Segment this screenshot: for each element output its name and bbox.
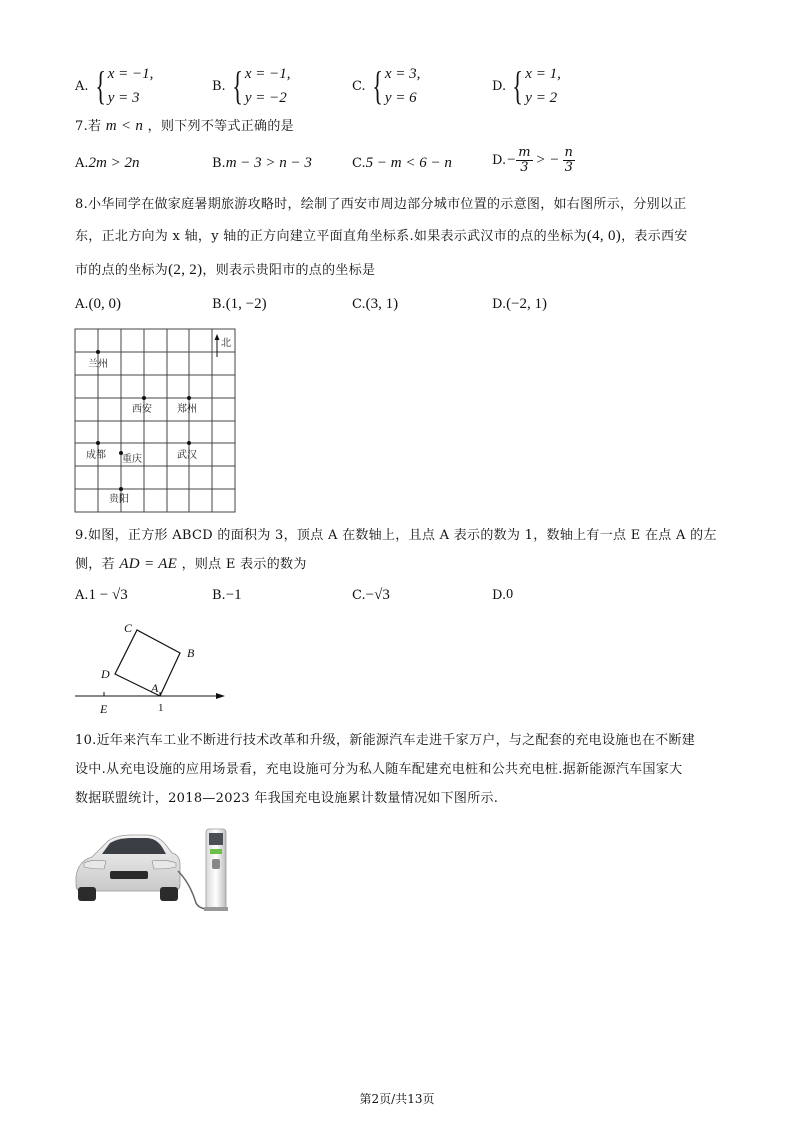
- q8-b-value: (1, −2): [225, 296, 267, 312]
- q9-line1: 9.如图，正方形 ABCD 的面积为 3，顶点 A 在数轴上，且点 A 表示的数为 1，数轴上有一点 E 在点 A 的左: [75, 528, 717, 543]
- q8-line3-text: 市的点的坐标为: [75, 263, 169, 278]
- city-label-chengdu: 成都: [86, 450, 106, 461]
- city-label-guiyang: 贵阳: [109, 494, 129, 505]
- q8-line3: [75, 261, 725, 280]
- q7-b-expr: m − 3 > n − 3: [225, 155, 312, 171]
- brace-icon: {: [512, 63, 523, 108]
- q9-option-d: [492, 587, 513, 603]
- q7-d-label: D.: [492, 153, 507, 168]
- q6-option-c-label: C.: [352, 78, 366, 94]
- q8-line1: 8.小华同学在做家庭暑期旅游攻略时，绘制了西安市周边部分城市位置的示意图，如右图所示，分别以正: [75, 197, 687, 212]
- q7-option-a: [75, 155, 140, 172]
- q10-line2: 设中.从充电设施的应用场景看，充电设施可分为私人随车配建充电桩和公共充电桩.据新能源汽车国家大: [75, 762, 683, 777]
- city-label-chongqing: 重庆: [122, 454, 142, 465]
- q8-line2-text: 东，正北方向为 x 轴，y 轴的正方向建立平面直角坐标系.如果表示武汉市的点的坐标为: [75, 229, 587, 244]
- q7-d-den1: 3: [520, 160, 529, 175]
- q7-prefix: 7.若: [75, 119, 102, 134]
- q9-a-value: 1 − √3: [88, 587, 128, 603]
- q8-c-value: (3, 1): [365, 296, 399, 312]
- q6-option-c: [352, 62, 420, 110]
- city-dot-chengdu: [96, 441, 100, 445]
- q9-line2-tail: ，则点 E 表示的数为: [181, 557, 307, 572]
- q7-a-label: A.: [75, 156, 89, 171]
- q6-b-line1: x = −1,: [244, 66, 291, 82]
- q7-c-expr: 5 − m < 6 − n: [365, 155, 452, 171]
- q6-c-line2: y = 6: [384, 90, 417, 106]
- q6-option-a: [75, 62, 153, 110]
- q9-line2-text: 侧，若: [75, 557, 115, 572]
- city-dot-wuhan: [187, 441, 191, 445]
- q9-square-figure: [70, 617, 235, 717]
- q9-d-value: 0: [506, 587, 514, 602]
- tick-one-label: 1: [158, 702, 164, 714]
- vertex-c-label: C: [124, 621, 133, 635]
- city-label-zhengzhou: 郑州: [177, 404, 197, 415]
- q7-option-b: [212, 155, 312, 172]
- q8-option-d: [492, 296, 547, 313]
- q8-a-value: (0, 0): [88, 296, 122, 312]
- city-label-wuhan: 武汉: [177, 450, 197, 461]
- q6-a-line2: y = 3: [107, 90, 140, 106]
- q9-d-label: D.: [492, 587, 507, 603]
- q7-d-frac2: [563, 146, 575, 175]
- page-footer: 第2页/共13页: [359, 1092, 435, 1106]
- brace-icon: {: [371, 63, 383, 108]
- q8-option-b: [212, 296, 267, 313]
- q8-c-label: C.: [352, 297, 366, 312]
- brace-icon: {: [94, 63, 106, 108]
- north-label: 北: [221, 338, 231, 349]
- map-grid: [75, 329, 235, 512]
- q7-condition: m < n: [105, 118, 144, 134]
- q6-d-line2: y = 2: [525, 90, 558, 106]
- q9-c-label: C.: [352, 588, 366, 603]
- q7-option-d: [492, 146, 575, 175]
- brace-icon: {: [232, 63, 243, 108]
- q8-option-c: [352, 296, 398, 313]
- q6-a-line1: x = −1,: [107, 66, 154, 82]
- q7-a-expr: 2m > 2n: [88, 155, 140, 171]
- q7-d-gt: > −: [535, 152, 560, 168]
- charging-station-icon: [204, 829, 228, 911]
- q7-d-num1: m: [518, 145, 531, 160]
- q9-option-b: [212, 587, 242, 604]
- q7-d-sign: −: [506, 152, 517, 168]
- q8-a-label: A.: [75, 297, 89, 312]
- north-arrow-icon: [215, 334, 220, 357]
- point-e-label: E: [100, 702, 108, 716]
- city-dot-xian: [142, 396, 146, 400]
- vertex-a-label: A: [151, 681, 159, 695]
- q8-b-label: B.: [212, 297, 226, 312]
- q6-b-line2: y = −2: [244, 90, 287, 106]
- city-label-lanzhou: 兰州: [88, 359, 108, 370]
- q9-a-label: A.: [75, 588, 89, 603]
- vertex-d-label: D: [101, 667, 110, 681]
- city-label-xian: 西安: [132, 404, 152, 415]
- q9-b-value: −1: [225, 587, 242, 603]
- q8-line3-tail: ，则表示贵阳市的点的坐标是: [202, 263, 376, 278]
- q7-suffix: ，则下列不等式正确的是: [147, 119, 294, 134]
- city-dot-guiyang: [119, 487, 123, 491]
- q8-coord-xian: (2, 2): [168, 262, 203, 278]
- q6-d-line1: x = 1,: [525, 66, 561, 82]
- q9-c-value: −√3: [365, 587, 390, 603]
- q9-b-label: B.: [212, 588, 226, 603]
- q6-option-d: [492, 62, 561, 110]
- q6-option-b: [212, 62, 291, 110]
- q9-line2: [75, 555, 725, 574]
- car-icon: [76, 835, 180, 901]
- q7-d-num2: n: [564, 145, 573, 160]
- q7-option-c: [352, 155, 452, 172]
- q7-stem: [75, 117, 725, 136]
- q9-option-c: [352, 587, 390, 604]
- q10-line3: 数据联盟统计，2018—2023 年我国充电设施累计数量情况如下图所示.: [75, 791, 499, 806]
- number-line-arrow-icon: [216, 693, 225, 699]
- q8-city-map: [70, 327, 245, 515]
- q8-line2: [75, 227, 725, 246]
- q8-coord-wuhan: (4, 0): [586, 228, 622, 244]
- ev-charging-illustration: [72, 825, 247, 913]
- q6-c-line1: x = 3,: [384, 66, 421, 82]
- square-abcd: [115, 630, 180, 696]
- vertex-b-label: B: [187, 646, 195, 660]
- q8-line2-tail: ，表示西安: [621, 229, 688, 244]
- q6-option-d-label: D.: [492, 78, 507, 94]
- q8-d-value: (−2, 1): [506, 296, 548, 312]
- q8-d-label: D.: [492, 297, 507, 312]
- q9-condition: AD = AE: [119, 556, 178, 572]
- q7-d-frac1: [516, 146, 532, 175]
- city-dot-zhengzhou: [187, 396, 191, 400]
- q8-option-a: [75, 296, 121, 313]
- q7-c-label: C.: [352, 156, 366, 171]
- q7-d-den2: 3: [564, 160, 573, 175]
- q6-option-a-label: A.: [75, 78, 89, 94]
- q9-option-a: [75, 587, 128, 604]
- city-dot-lanzhou: [96, 350, 100, 354]
- q10-line1: 10.近年来汽车工业不断进行技术改革和升级，新能源汽车走进千家万户，与之配套的充电设施也在不断建: [75, 733, 696, 748]
- q7-b-label: B.: [212, 156, 226, 171]
- q6-option-b-label: B.: [212, 78, 226, 94]
